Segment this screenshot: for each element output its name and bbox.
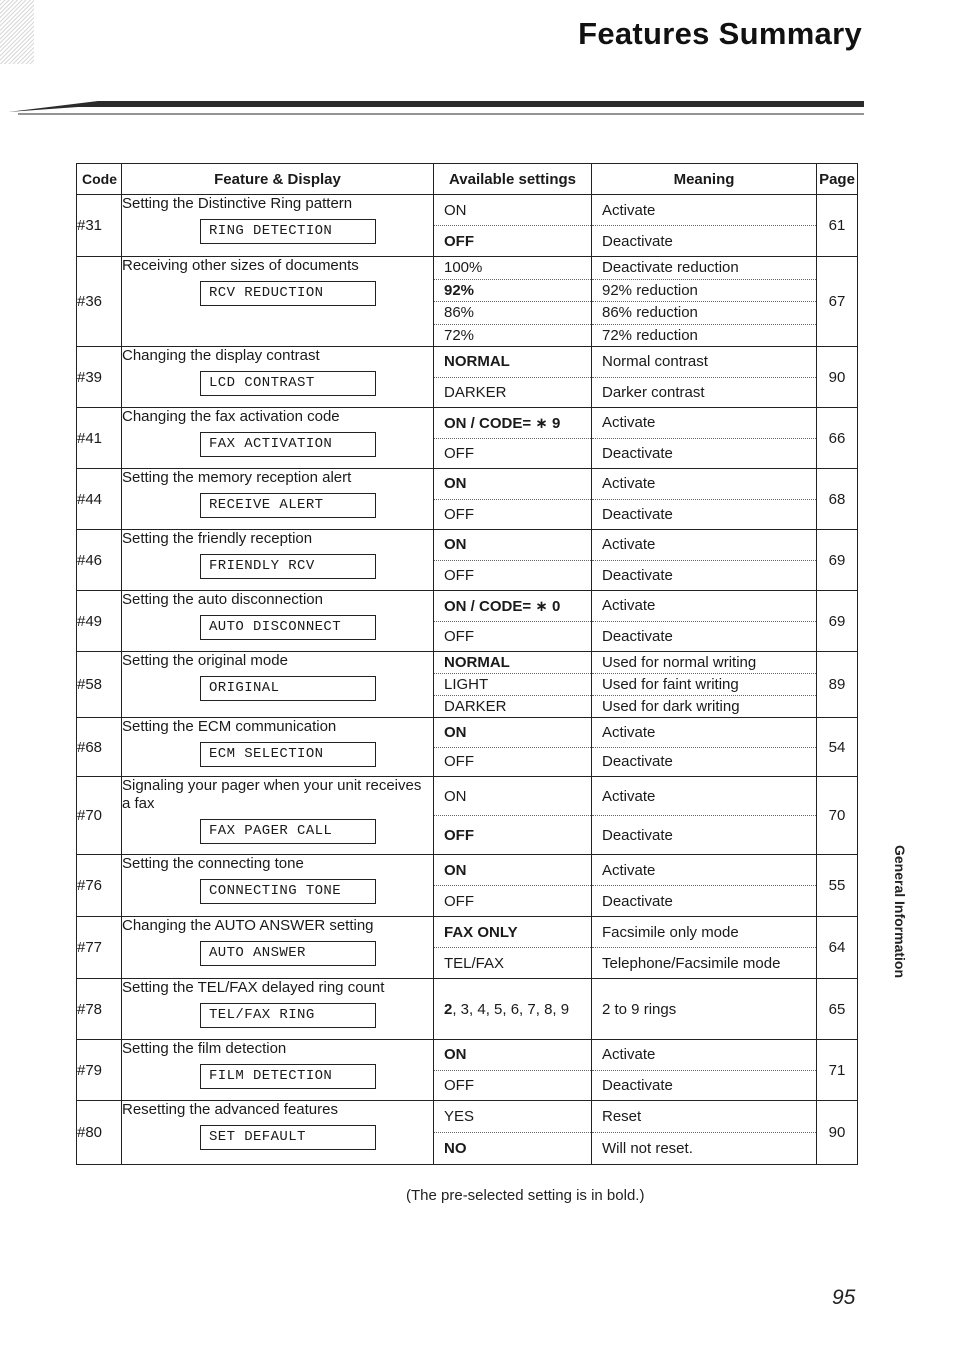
table-row [77,979,858,1040]
header-rule [8,98,864,118]
meaning-text: Deactivate [592,621,816,652]
setting-option: ON [444,1046,467,1064]
table-header-row [77,164,858,195]
meaning-cell [592,195,817,257]
settings-cell [434,652,592,718]
meaning-text: Deactivate [592,747,816,777]
meaning-text: Reset [602,1108,642,1125]
meaning-cell [592,591,817,652]
settings-cell [434,347,592,408]
code-cell: #41 [77,408,122,469]
code-cell: #39 [77,347,122,408]
setting-option: ON [444,861,467,879]
page-ref-cell: 68 [817,469,858,530]
code-cell: #36 [77,257,122,347]
table-body [77,195,858,1165]
feature-cell [122,591,434,652]
page-ref-cell: 61 [817,195,858,257]
table-row [77,469,858,530]
setting-option: NORMAL [444,654,510,671]
meaning-text: 92% reduction [592,279,816,302]
table-row [77,408,858,469]
feature-cell [122,652,434,718]
meaning-cell [592,855,817,917]
meaning-cell [592,530,817,591]
feature-description: Setting the TEL/FAX delayed ring count [122,979,385,996]
page-ref-cell: 90 [817,347,858,408]
page-ref-cell: 66 [817,408,858,469]
feature-description: Setting the connecting tone [122,855,304,872]
meaning-text: Deactivate [592,438,816,469]
table-row [77,777,858,855]
settings-cell [434,1040,592,1101]
page-ref-cell: 65 [817,979,858,1040]
settings-cell [434,408,592,469]
setting-option: ON / CODE= ∗ 9 [444,414,561,432]
meaning-cell [592,1040,817,1101]
display-readout: FRIENDLY RCV [200,554,376,579]
column-header-settings: Available settings [434,164,592,195]
display-readout: RECEIVE ALERT [200,493,376,518]
feature-cell [122,408,434,469]
table-row [77,591,858,652]
page-ref-cell: 54 [817,718,858,777]
setting-option: DARKER [434,695,591,717]
setting-option: OFF [434,1070,591,1101]
code-cell: #46 [77,530,122,591]
display-readout: SET DEFAULT [200,1125,376,1150]
table-row [77,347,858,408]
setting-option: 100% [444,259,483,277]
setting-option: OFF [434,499,591,530]
setting-option: NO [434,1132,591,1164]
settings-cell [434,718,592,777]
meaning-cell [592,408,817,469]
code-cell: #76 [77,855,122,917]
settings-cell [434,591,592,652]
meaning-text: Used for faint writing [592,673,816,695]
settings-cell [434,1101,592,1165]
display-readout: FAX PAGER CALL [200,819,376,844]
page-ref-cell: 69 [817,591,858,652]
meaning-text: Activate [602,723,656,741]
page-number: 95 [832,1286,856,1309]
feature-cell [122,469,434,530]
meaning-cell [592,1101,817,1165]
code-cell: #31 [77,195,122,257]
setting-option: OFF [434,885,591,916]
meaning-text: Telephone/Facsimile mode [592,947,816,978]
meaning-text: Activate [602,861,656,879]
settings-cell [434,530,592,591]
feature-description: Setting the memory reception alert [122,469,352,486]
display-readout: RCV REDUCTION [200,281,376,306]
meaning-text: Activate [602,201,656,219]
display-readout: FAX ACTIVATION [200,432,376,457]
meaning-cell [592,777,817,855]
feature-description: Receiving other sizes of documents [122,257,359,274]
meaning-cell [592,469,817,530]
meaning-text: Darker contrast [592,377,816,408]
display-readout: RING DETECTION [200,219,376,244]
setting-option: ON / CODE= ∗ 0 [444,597,561,615]
column-header-page: Page [817,164,858,195]
feature-description: Setting the friendly reception [122,530,313,547]
code-cell: #49 [77,591,122,652]
table-row [77,855,858,917]
feature-description: Resetting the advanced features [122,1101,338,1118]
page-ref-cell: 69 [817,530,858,591]
table-row [77,652,858,718]
meaning-text: Deactivate reduction [602,259,739,277]
display-readout: LCD CONTRAST [200,371,376,396]
page-ref-cell: 71 [817,1040,858,1101]
page-ref-cell: 64 [817,917,858,979]
code-cell: #70 [77,777,122,855]
setting-option: ON [444,536,467,554]
display-readout: AUTO ANSWER [200,941,376,966]
feature-cell [122,257,434,347]
footnote: (The pre-selected setting is in bold.) [406,1187,645,1204]
settings-cell [434,777,592,855]
meaning-text: Used for dark writing [592,695,816,717]
setting-option: 92% [434,279,591,302]
feature-cell [122,917,434,979]
table-row [77,1040,858,1101]
meaning-cell [592,347,817,408]
table-row [77,195,858,257]
setting-option: OFF [434,560,591,591]
setting-option: ON [444,201,467,219]
setting-option: YES [444,1108,475,1125]
settings-cell [434,917,592,979]
meaning-text: 2 to 9 rings [602,1000,677,1018]
code-cell: #68 [77,718,122,777]
setting-option: OFF [434,815,591,854]
meaning-cell [592,718,817,777]
feature-cell [122,195,434,257]
setting-option: OFF [434,225,591,256]
preselected-value: 2 [444,1000,453,1018]
setting-option: NORMAL [444,353,510,371]
display-readout: AUTO DISCONNECT [200,615,376,640]
display-readout: CONNECTING TONE [200,879,376,904]
display-readout: FILM DETECTION [200,1064,376,1089]
meaning-cell [592,257,817,347]
page-ref-cell: 55 [817,855,858,917]
setting-option: LIGHT [434,673,591,695]
meaning-text: Deactivate [592,1070,816,1101]
code-cell: #80 [77,1101,122,1165]
feature-cell [122,1101,434,1165]
feature-description: Setting the film detection [122,1040,287,1057]
feature-description: Changing the display contrast [122,347,320,364]
setting-option: ON [444,723,467,741]
code-cell: #79 [77,1040,122,1101]
feature-cell [122,855,434,917]
setting-option: ON [444,475,467,493]
meaning-text: Deactivate [592,560,816,591]
settings-cell [434,195,592,257]
features-table [76,163,858,1165]
feature-description: Setting the ECM communication [122,718,337,735]
table-row [77,1101,858,1165]
setting-option: 72% [434,324,591,347]
setting-option: 86% [434,301,591,324]
code-cell: #44 [77,469,122,530]
meaning-text: Facsimile only mode [602,923,739,941]
meaning-cell [592,979,817,1040]
table-row [77,718,858,777]
meaning-text: Activate [602,475,656,493]
settings-cell [434,257,592,347]
table-row [77,917,858,979]
table-row [77,530,858,591]
display-readout: ECM SELECTION [200,742,376,767]
meaning-text: Activate [602,787,656,805]
feature-description: Setting the original mode [122,652,288,669]
feature-description: Setting the Distinctive Ring pattern [122,195,353,212]
side-tab: General Information [892,845,908,979]
meaning-text: Deactivate [592,885,816,916]
feature-description: Setting the auto disconnection [122,591,323,608]
feature-cell [122,718,434,777]
display-readout: TEL/FAX RING [200,1003,376,1028]
setting-option: OFF [434,747,591,777]
code-cell: #78 [77,979,122,1040]
page-ref-cell: 89 [817,652,858,718]
meaning-text: 72% reduction [592,324,816,347]
setting-option: DARKER [434,377,591,408]
meaning-cell [592,652,817,718]
column-header-feature: Feature & Display [122,164,434,195]
meaning-text: Activate [602,1046,656,1064]
scan-artifact [0,0,34,64]
meaning-text: Activate [602,597,656,615]
code-cell: #58 [77,652,122,718]
setting-option: OFF [434,621,591,652]
setting-option: TEL/FAX [434,947,591,978]
meaning-text: Deactivate [592,815,816,854]
feature-cell [122,347,434,408]
meaning-text: Activate [602,536,656,554]
feature-description: Changing the fax activation code [122,408,340,425]
setting-option: FAX ONLY [444,923,518,941]
feature-description: Changing the AUTO ANSWER setting [122,917,374,934]
meaning-text: Deactivate [592,225,816,256]
setting-option: ON [444,787,467,805]
page-ref-cell: 90 [817,1101,858,1165]
settings-cell [434,979,592,1040]
code-cell: #77 [77,917,122,979]
meaning-text: Activate [602,414,656,432]
meaning-text: Will not reset. [592,1132,816,1164]
page-ref-cell: 67 [817,257,858,347]
setting-option: OFF [434,438,591,469]
display-readout: ORIGINAL [200,676,376,701]
column-header-code: Code [77,164,122,195]
feature-description: Signaling your pager when your unit receives a fax [122,777,422,812]
table-row [77,257,858,347]
page-title: Features Summary [578,16,862,51]
feature-cell [122,777,434,855]
meaning-text: Normal contrast [602,353,708,371]
feature-cell [122,979,434,1040]
meaning-text: 86% reduction [592,301,816,324]
column-header-meaning: Meaning [592,164,817,195]
page-ref-cell: 70 [817,777,858,855]
meaning-text: Used for normal writing [602,654,757,671]
setting-option: 2 , 3, 4, 5, 6, 7, 8, 9 [444,1000,570,1018]
settings-cell [434,469,592,530]
feature-cell [122,1040,434,1101]
meaning-text: Deactivate [592,499,816,530]
meaning-cell [592,917,817,979]
feature-cell [122,530,434,591]
settings-cell [434,855,592,917]
